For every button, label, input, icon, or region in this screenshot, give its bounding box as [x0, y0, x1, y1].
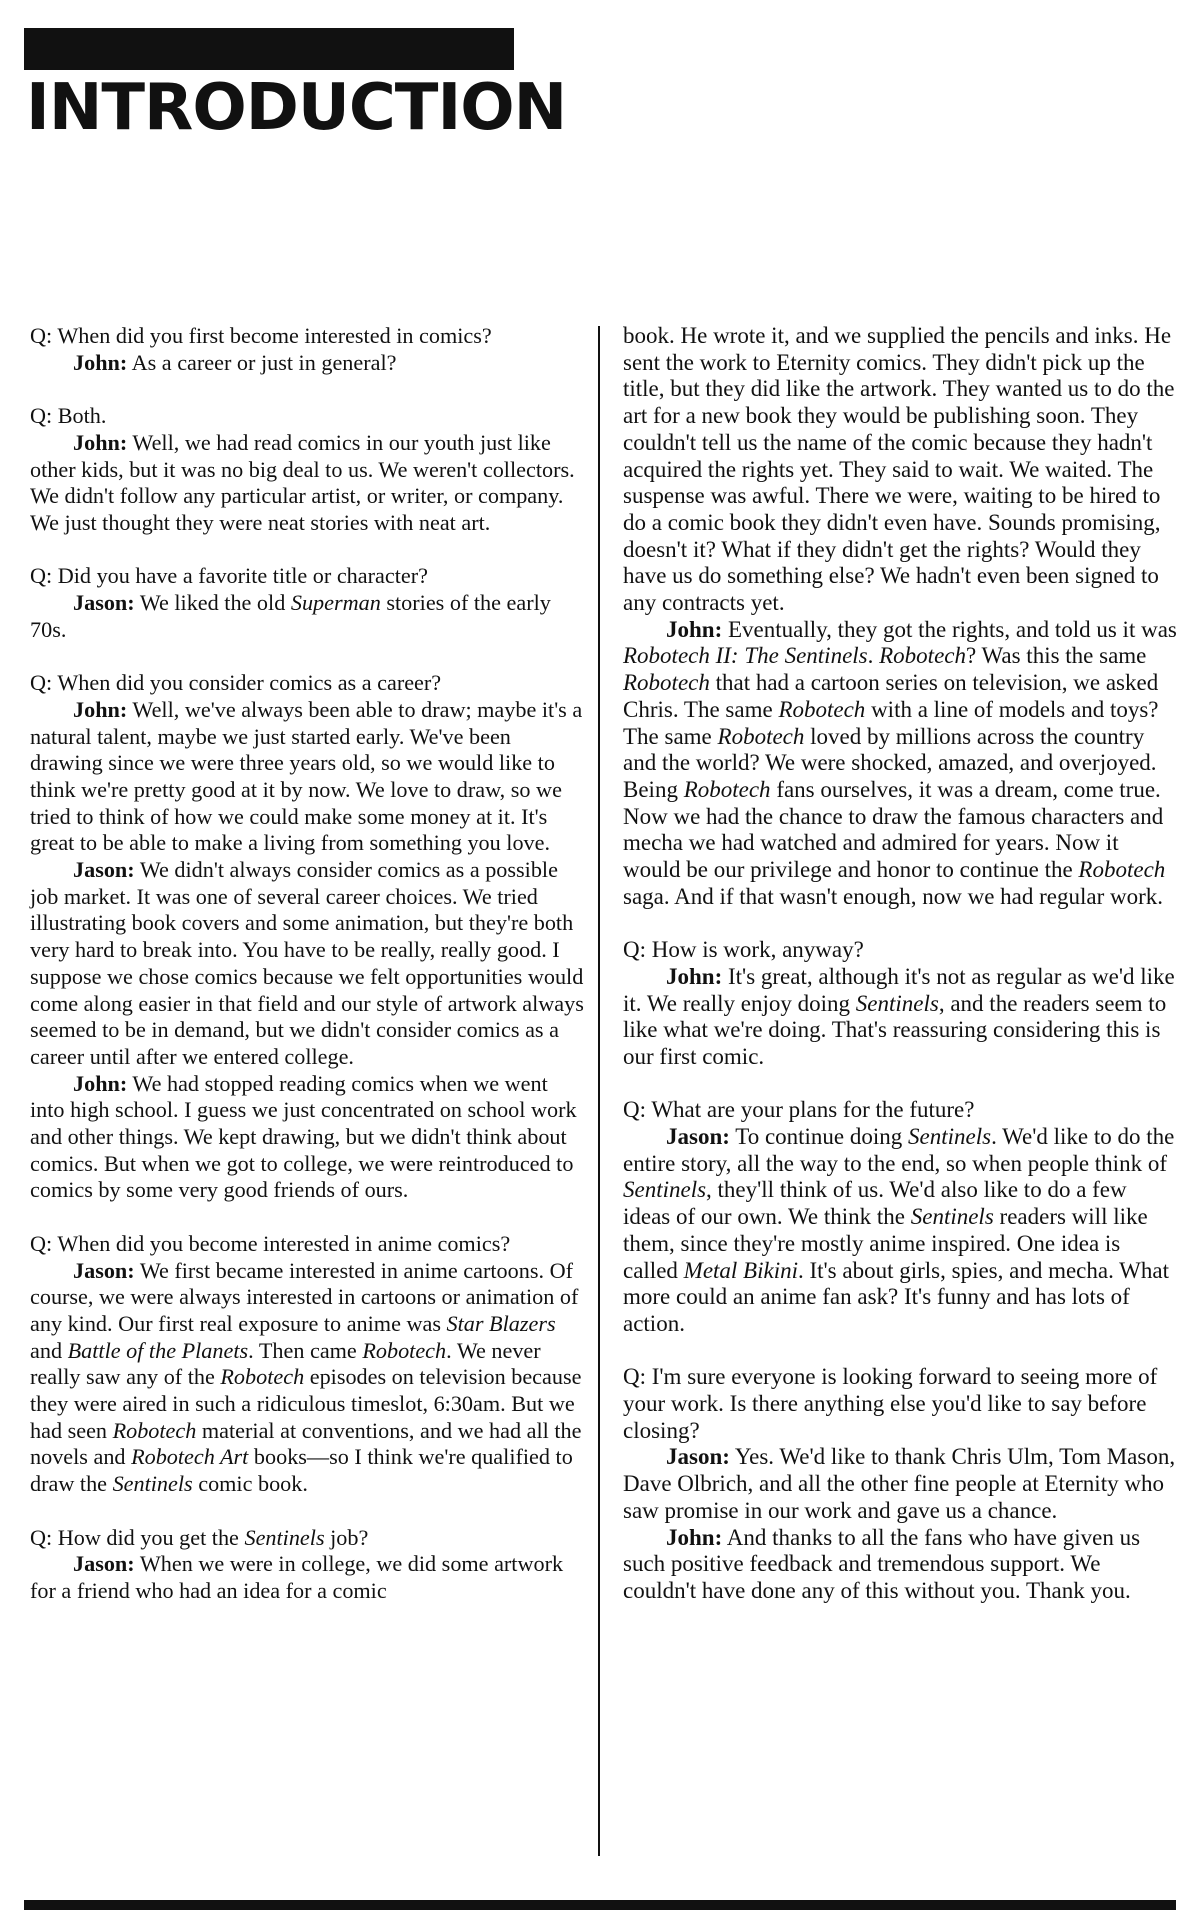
answer: Jason: We didn't always consider comics as a possible job market. It was one of several career choices. We tried illustrating book covers and some animation, but they're both very hard to break into. You have to be really, really good. I suppose we chose comics because we felt opportunities would come along easier in that field and our style of artwork always seemed to be in demand, but we didn't consider comics as a career until after we entered college. [30, 857, 584, 1069]
page-title: INTRODUCTION [26, 71, 567, 145]
answer: John: And thanks to all the fans who have given us such positive feedback and tremendous support. We couldn't have done any of this without you. Thank you. [623, 1524, 1141, 1603]
question: Q: When did you consider comics as a career? [30, 670, 442, 696]
answer: Jason: We first became interested in anime cartoons. Of course, we were always interested in cartoons or animation of any kind. Our first real exposure to anime was Star Blazers and Battle of the Planets. Then came Robotech. We never really saw any of the Robotech episodes on television because they were aired in such a ridiculous timeslot, 6:30am. But we had seen Robotech material at conventions, and we had all the novels and Robotech Art books—so I think we're qualified to draw the Sentinels comic book. [30, 1257, 582, 1497]
answer: Jason: To continue doing Sentinels. We'd like to do the entire story, all the way to the end, so when people think of Sentinels, they'll think of us. We'd also like to do a few ideas of our own. We think the Sentinels readers will like them, since they're mostly anime inspired. One idea is called Metal Bikini. It's about girls, spies, and mecha. What more could an anime fan ask? It's funny and has lots of action. [623, 1124, 1175, 1336]
answer: John: We had stopped reading comics when we went into high school. I guess we just concentrated on school work and other things. We kept drawing, but we didn't think about comics. But when we got to college, we were reintroduced to comics by some very good friends of ours. [30, 1070, 577, 1203]
answer: John: Well, we had read comics in our youth just like other kids, but it was no big deal to us. We weren't collectors. We didn't follow any particular artist, or writer, or company. We just thought they were neat stories with neat art. [30, 429, 575, 535]
answer: John: It's great, although it's not as regular as we'd like it. We really enjoy doing Sentinels, and the readers seem to like what we're doing. That's reassuring considering this is our first comic. [623, 963, 1175, 1069]
question: Q: How is work, anyway? [623, 937, 864, 963]
question: Q: Both. [30, 403, 107, 429]
question: Q: I'm sure everyone is looking forward to seeing more of your work. Is there anything else you'd like to say before closing? [623, 1364, 1158, 1443]
question: Q: How did you get the Sentinels job? [30, 1524, 369, 1550]
answer: Jason: Yes. We'd like to thank Chris Ulm, Tom Mason, Dave Olbrich, and all the other fine people at Eternity who saw promise in our work and gave us a chance. [623, 1444, 1176, 1523]
answer: John: As a career or just in general? [73, 349, 397, 375]
question: Q: What are your plans for the future? [623, 1097, 975, 1123]
question: Q: When did you become interested in anime comics? [30, 1230, 511, 1256]
question: Q: When did you first become interested in comics? [30, 323, 492, 348]
answer: Jason: We liked the old Superman stories of the early 70s. [30, 590, 551, 642]
title-header-bar [24, 28, 514, 70]
left-column [30, 323, 586, 1605]
answer-continued: book. He wrote it, and we supplied the pencils and inks. He sent the work to Eternity comics. They didn't pick up the title, but they did like the artwork. They wanted us to do the art for a new book they would be publishing soon. They couldn't tell us the name of the comic because they hadn't acquired the rights yet. They said to wait. We waited. The suspense was awful. There we were, waiting to be hired to do a comic book they didn't even have. Sounds promising, doesn't it? What if they didn't get the rights? Would they have us do something else? We hadn't even been signed to any contracts yet. [623, 323, 1175, 616]
answer: John: Well, we've always been able to draw; maybe it's a natural talent, maybe we just started early. We've been drawing since we were three years old, so we would like to think we're pretty good at it by now. We love to draw, so we tried to think of how we could make some money at it. It's great to be able to make a living from something you love. [30, 696, 583, 856]
question: Q: Did you have a favorite title or character? [30, 563, 428, 589]
right-column [623, 323, 1179, 1605]
column-divider [598, 326, 600, 1856]
footer-rule [24, 1900, 1176, 1910]
answer: Jason: When we were in college, we did some artwork for a friend who had an idea for a comic [30, 1551, 564, 1603]
answer: John: Eventually, they got the rights, and told us it was Robotech II: The Sentinels. Robotech? Was this the same Robotech that had a cartoon series on television, we asked Chris. The same Robotech with a line of models and toys? The same Robotech loved by millions across the country and the world? We were shocked, amazed, and overjoyed. Being Robotech fans ourselves, it was a dream, come true. Now we had the chance to draw the famous characters and mecha we had watched and admired for years. Now it would be our privilege and honor to continue the Robotech saga. And if that wasn't enough, now we had regular work. [623, 616, 1177, 909]
